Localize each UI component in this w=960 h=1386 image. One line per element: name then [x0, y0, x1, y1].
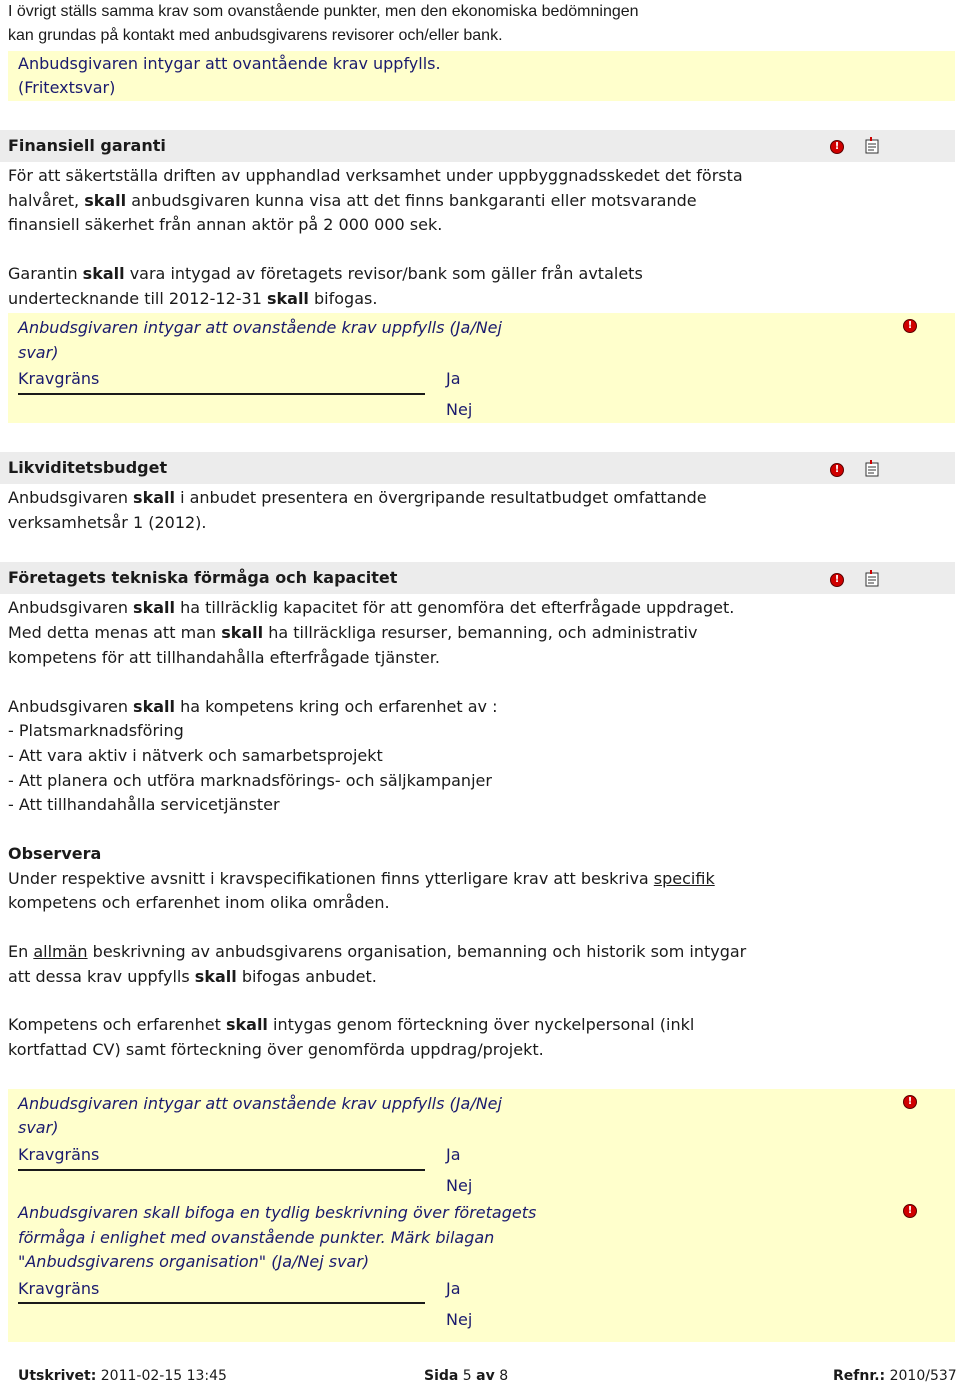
kravgrans-label: Kravgräns [18, 1279, 100, 1298]
finansiell-p1-line-3: finansiell säkerhet från annan aktör på 2 000 000 sek. [8, 215, 443, 234]
list-item: - Platsmarknadsföring [8, 721, 184, 740]
finansiell-p1-line-2: halvåret, skall anbudsgivaren kunna visa att det finns bankgaranti eller motsvarande [8, 191, 697, 210]
heading-teknisk: Företagets tekniska förmåga och kapacitet [8, 568, 398, 587]
likviditet-line-1: Anbudsgivaren skall i anbudet presentera en övergripande resultatbudget omfattande [8, 488, 707, 507]
warning-icon: ! [903, 1204, 917, 1218]
warning-icon: ! [830, 463, 844, 477]
teknisk-p2-line-1: Anbudsgivaren skall ha kompetens kring och erfarenhet av : [8, 697, 498, 716]
teknisk-p1-line-3: kompetens för att tillhandahålla efterfrågade tjänster. [8, 648, 440, 667]
allman-link[interactable]: allmän [33, 942, 88, 961]
answer-box-3 [8, 1089, 955, 1342]
footer-printed: Utskrivet: 2011-02-15 13:45 [18, 1368, 227, 1384]
document-icon[interactable] [864, 460, 880, 478]
likviditet-line-2: verksamhetsår 1 (2012). [8, 513, 207, 532]
answer-box-1 [8, 51, 955, 101]
teknisk-p4-line-1: En allmän beskrivning av anbudsgivarens organisation, bemanning och historik som intygar [8, 942, 747, 961]
kravgrans-line [18, 393, 425, 395]
list-item: - Att planera och utföra marknadsförings- och säljkampanjer [8, 771, 492, 790]
intro-line-2: kan grundas på kontakt med anbudsgivarens revisorer och/eller bank. [8, 27, 503, 44]
list-item: - Att vara aktiv i nätverk och samarbetsprojekt [8, 746, 383, 765]
kravgrans-line [18, 1169, 425, 1171]
footer-reference: Refnr.: 2010/537 [833, 1368, 957, 1384]
observera-heading: Observera [8, 844, 102, 863]
warning-icon: ! [830, 573, 844, 587]
answer-box-1-freetext[interactable]: (Fritextsvar) [18, 78, 116, 97]
teknisk-p3-line-2: kompetens och erfarenhet inom olika områden. [8, 893, 390, 912]
answer-option-ja[interactable]: Ja [446, 1145, 461, 1164]
warning-icon: ! [903, 1095, 917, 1109]
answer-box-2 [8, 313, 955, 423]
answer-box-1-question: Anbudsgivaren intygar att ovantående krav uppfylls. [18, 54, 441, 73]
answer-option-ja[interactable]: Ja [446, 369, 461, 388]
list-item: - Att tillhandahålla servicetjänster [8, 795, 280, 814]
answer-option-ja[interactable]: Ja [446, 1279, 461, 1298]
answer-box-2-question-line-2: svar) [18, 343, 59, 362]
finansiell-p1-line-1: För att säkertställa driften av upphandlad verksamhet under uppbyggnadsskedet det första [8, 166, 743, 185]
finansiell-p2-line-1: Garantin skall vara intygad av företagets revisor/bank som gäller från avtalets [8, 264, 643, 283]
answer-box-3-q1-line-1: Anbudsgivaren intygar att ovanstående krav uppfylls (Ja/Nej [18, 1094, 502, 1113]
document-icon[interactable] [864, 570, 880, 588]
answer-box-3-q2-line-2: förmåga i enlighet med ovanstående punkter. Märk bilagan [18, 1228, 495, 1247]
answer-option-nej[interactable]: Nej [446, 400, 473, 419]
heading-finansiell: Finansiell garanti [8, 136, 166, 155]
document-icon[interactable] [864, 137, 880, 155]
answer-box-3-q1-line-2: svar) [18, 1118, 59, 1137]
answer-box-3-q2-line-1: Anbudsgivaren skall bifoga en tydlig beskrivning över företagets [18, 1203, 537, 1222]
answer-option-nej[interactable]: Nej [446, 1310, 473, 1329]
teknisk-p1-line-1: Anbudsgivaren skall ha tillräcklig kapacitet för att genomföra det efterfrågade uppdraget. [8, 598, 735, 617]
teknisk-p1-line-2: Med detta menas att man skall ha tillräckliga resurser, bemanning, och administrativ [8, 623, 698, 642]
teknisk-p5-line-2: kortfattad CV) samt förteckning över genomförda uppdrag/projekt. [8, 1040, 544, 1059]
answer-box-3-q2-line-3: "Anbudsgivarens organisation" (Ja/Nej svar) [18, 1252, 370, 1271]
teknisk-p3-line-1: Under respektive avsnitt i kravspecifikationen finns ytterligare krav att beskriva specifik [8, 869, 715, 888]
footer-page-number: Sida 5 av 8 [424, 1368, 509, 1384]
teknisk-p4-line-2: att dessa krav uppfylls skall bifogas anbudet. [8, 967, 377, 986]
answer-box-2-question-line-1: Anbudsgivaren intygar att ovanstående krav uppfylls (Ja/Nej [18, 318, 502, 337]
answer-option-nej[interactable]: Nej [446, 1176, 473, 1195]
kravgrans-label: Kravgräns [18, 369, 100, 388]
finansiell-p2-line-2: undertecknande till 2012-12-31 skall bifogas. [8, 289, 378, 308]
warning-icon: ! [830, 140, 844, 154]
specifik-link[interactable]: specifik [653, 869, 715, 888]
teknisk-p5-line-1: Kompetens och erfarenhet skall intygas genom förteckning över nyckelpersonal (inkl [8, 1015, 695, 1034]
intro-line-1: I övrigt ställs samma krav som ovanstående punkter, men den ekonomiska bedömningen [8, 3, 639, 20]
warning-icon: ! [903, 319, 917, 333]
kravgrans-line [18, 1302, 425, 1304]
kravgrans-label: Kravgräns [18, 1145, 100, 1164]
heading-likviditet: Likviditetsbudget [8, 458, 168, 477]
